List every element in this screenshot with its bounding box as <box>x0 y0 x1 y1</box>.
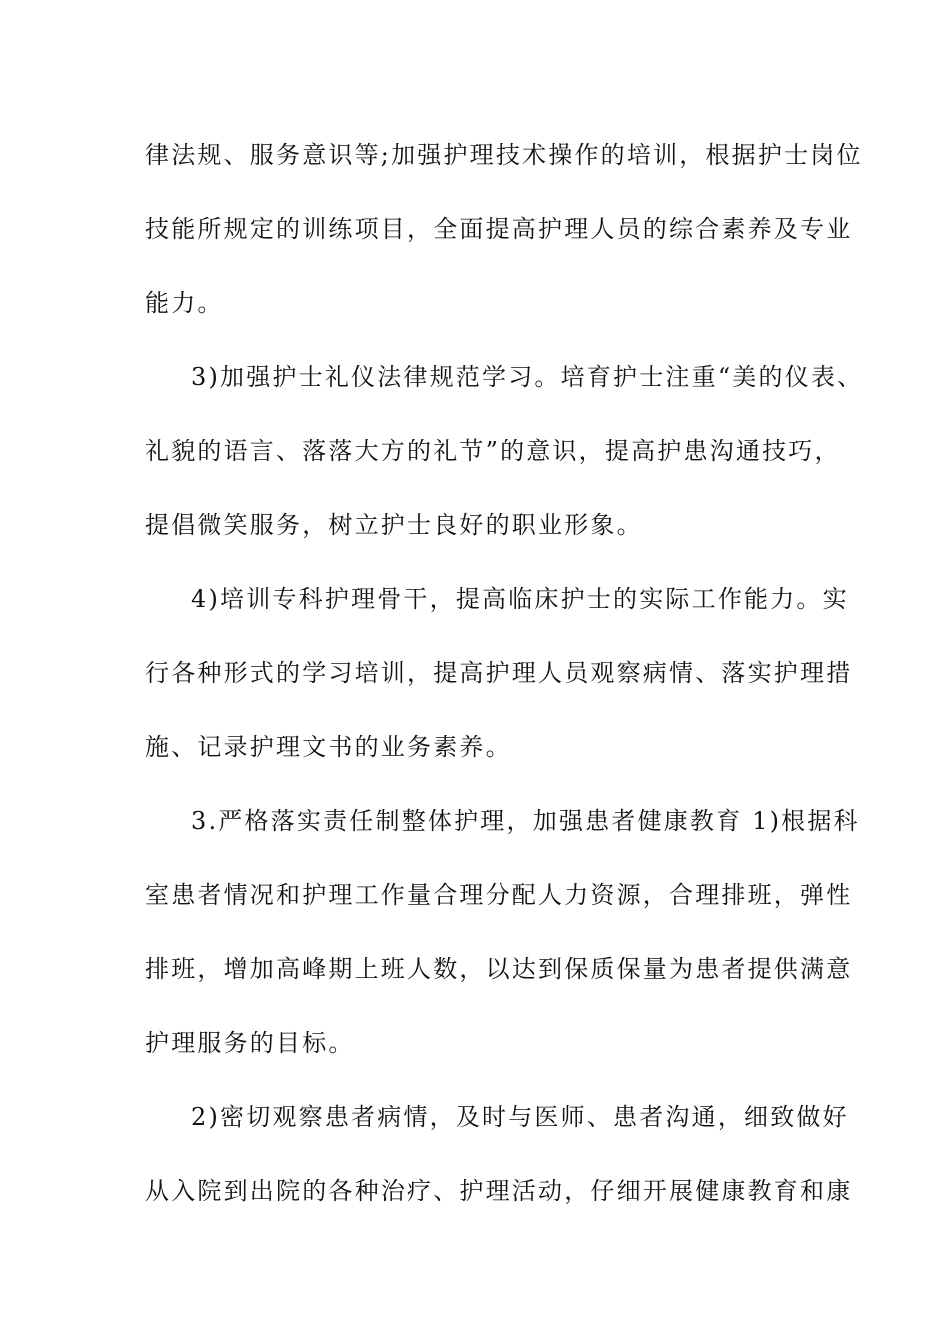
text-line: 施、记录护理文书的业务素养。 <box>145 733 512 761</box>
text-line: 从入院到出院的各种治疗、护理活动，仔细开展健康教育和康 <box>145 1177 853 1205</box>
text-line: 律法规、服务意识等;加强护理技术操作的培训，根据护士岗位 <box>145 141 863 169</box>
text-line: 技能所规定的训练项目，全面提高护理人员的综合素养及专业 <box>145 215 853 243</box>
text-line: 排班，增加高峰期上班人数，以达到保质保量为患者提供满意 <box>145 955 853 983</box>
text-line: 行各种形式的学习培训，提高护理人员观察病情、落实护理措 <box>145 659 853 687</box>
text-line: 礼貌的语言、落落大方的礼节”的意识，提高护患沟通技巧， <box>145 437 841 465</box>
document-body <box>145 118 864 1228</box>
paragraph-start-line: 3)加强护士礼仪法律规范学习。培育护士注重“美的仪表、 <box>191 363 864 391</box>
text-line: 能力。 <box>145 289 224 317</box>
text-line: 室患者情况和护理工作量合理分配人力资源，合理排班，弹性 <box>145 881 853 909</box>
paragraph-start-line: 2)密切观察患者病情，及时与医师、患者沟通，细致做好 <box>191 1103 849 1131</box>
text-line: 提倡微笑服务，树立护士良好的职业形象。 <box>145 511 643 539</box>
text-line: 护理服务的目标。 <box>145 1029 355 1057</box>
paragraph-start-line: 4)培训专科护理骨干，提高临床护士的实际工作能力。实 <box>191 585 849 613</box>
paragraph-start-line: 3.严格落实责任制整体护理，加强患者健康教育 1)根据科 <box>191 807 860 835</box>
